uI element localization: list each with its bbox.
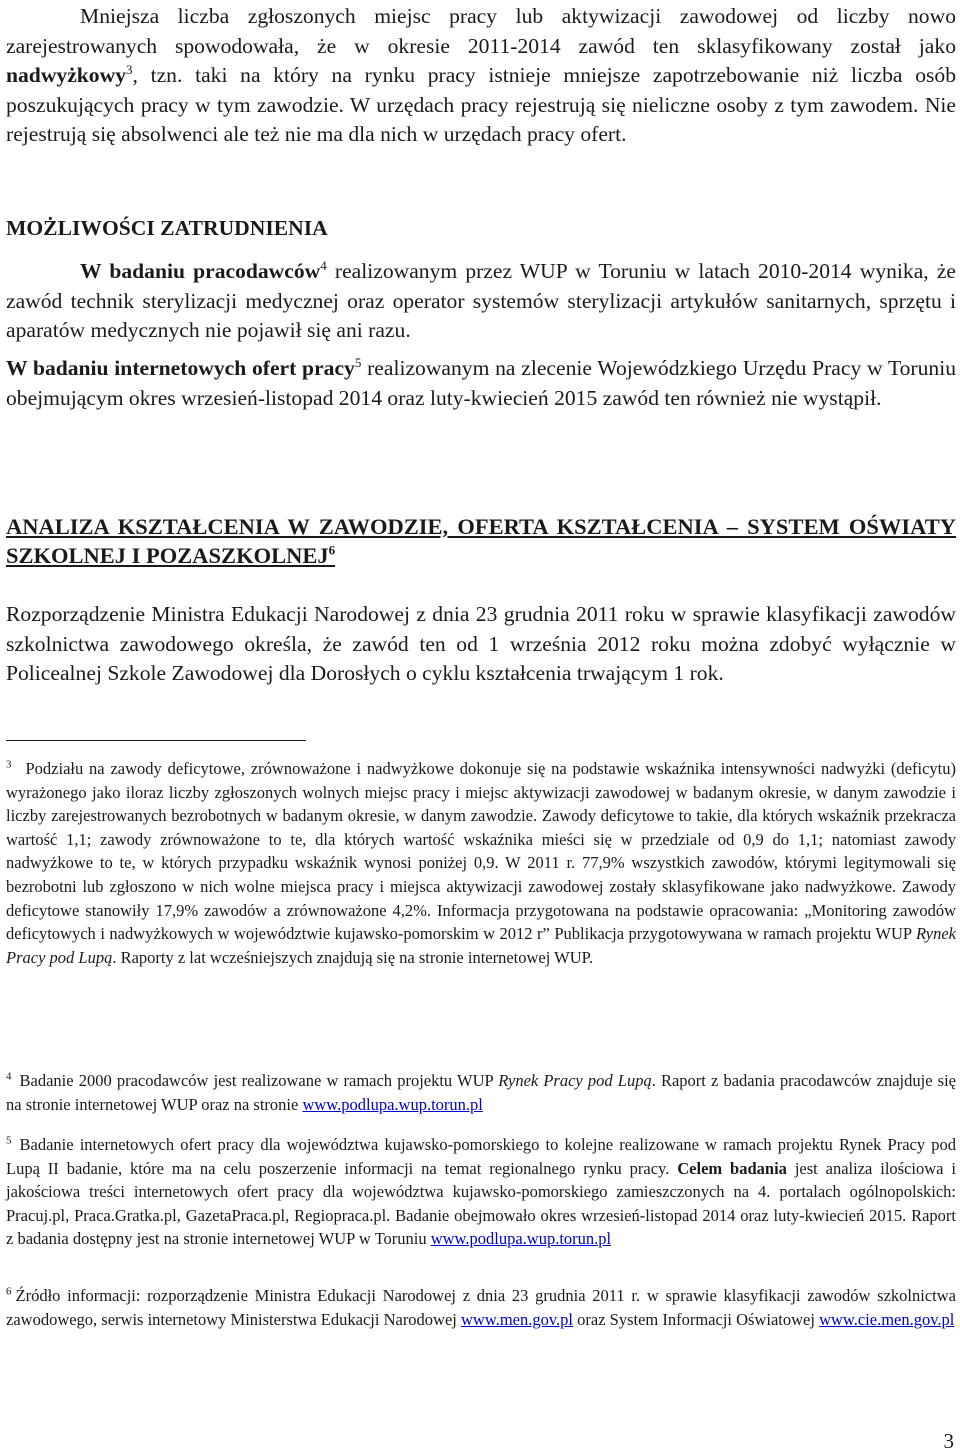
regulation-text: Rozporządzenie Ministra Edukacji Narodowej z dnia 23 grudnia 2011 roku w sprawie klasyfikacji zawodów szkolnictwa zawodowego określa, że zawód ten od 1 września 2012 roku można zdobyć wyłącznie w Policealnej Szkole Zawodowej dla Dorosłych o cyklu kształcenia trwającym 1 rok. xyxy=(6,602,956,686)
education-heading-text: ANALIZA KSZTAŁCENIA W ZAWODZIE, OFERTA KSZTAŁCENIA – SYSTEM OŚWIATY SZKOLNEJ I POZASZKOLNEJ xyxy=(6,514,956,568)
footnote-ref-3[interactable]: 3 xyxy=(126,62,133,77)
regulation-paragraph xyxy=(6,600,956,689)
footnote-5 xyxy=(6,1133,956,1251)
footnote-6-middle: oraz System Informacji Oświatowej xyxy=(577,1309,815,1329)
employer-survey-bold: W badaniu pracodawców xyxy=(80,259,321,283)
footnote-3-marker: 3 xyxy=(6,758,12,771)
footnote-4-italic: Rynek Pracy pod Lupą xyxy=(498,1071,652,1090)
footnote-4-marker: 4 xyxy=(6,1070,12,1083)
intro-paragraph xyxy=(6,2,956,150)
footnote-5-text: Badanie internetowych ofert pracy dla województwa kujawsko-pomorskiego to kolejne realizowane w ramach projektu Rynek Pracy pod Lupą II badanie, które ma na celu poszerzenie informacji na temat regionalnego rynku pracy. xyxy=(6,1135,956,1178)
footnote-ref-6[interactable]: 6 xyxy=(328,542,336,558)
footnote-5-marker: 5 xyxy=(6,1134,12,1147)
footnote-5-bold: Celem badania xyxy=(677,1158,787,1178)
footnote-6-text: Źródło informacji: rozporządzenie Ministra Edukacji Narodowej z dnia 23 grudnia 2011 r. w sprawie klasyfikacji zawodów szkolnictwa zawodowego, serwis internetowy Ministerstwa Edukacji Narodowej xyxy=(6,1286,956,1329)
footnote-ref-4[interactable]: 4 xyxy=(320,257,327,273)
employer-survey-paragraph xyxy=(6,257,956,346)
footnote-4-text-end: . Raport z badania pracodawców znajduje się na stronie internetowej WUP oraz na stronie xyxy=(6,1071,957,1114)
footnote-3 xyxy=(6,757,956,969)
footnote-3-italic: Rynek Pracy pod Lupą xyxy=(6,924,957,967)
men-link[interactable]: www.men.gov.pl xyxy=(461,1309,573,1329)
intro-text-rest: , tzn. taki na który na rynku pracy istnieje mniejsze zapotrzebowanie niż liczba osób poszukujących pracy w tym zawodzie. W urzędach pracy rejestrują się nieliczne osoby z tym zawodem. Nie rejestrują się absolwenci ale też nie ma dla nich w urzędach pracy ofert. xyxy=(6,63,956,147)
online-offers-paragraph xyxy=(6,354,956,413)
online-offers-text: realizowanym na zlecenie Wojewódzkiego Urzędu Pracy w Toruniu obejmującym okres wrzesień-listopad 2014 oraz luty-kwiecień 2015 zawód ten również nie wystąpił. xyxy=(6,356,957,410)
footnote-6 xyxy=(6,1284,956,1331)
section-heading-education xyxy=(6,512,956,570)
footnote-separator xyxy=(6,740,306,741)
page-number: 3 xyxy=(943,1429,954,1453)
podlupa-link-2[interactable]: www.podlupa.wup.torun.pl xyxy=(430,1229,612,1249)
intro-text: Mniejsza liczba zgłoszonych miejsc pracy lub aktywizacji zawodowej od liczby nowo zarejestrowanych spowodowała, że w okresie 2011-2014 zawód ten sklasyfikowany został jako xyxy=(6,4,956,58)
footnote-3-text: Podziału na zawody deficytowe, zrównoważone i nadwyżkowe dokonuje się na podstawie wskaźnika intensywności nadwyżki (deficytu) wyrażonego jako iloraz liczby zgłoszonych wolnych miejsc pracy i miejsc aktywizacji zawodowej w badanym okresie, w danym zawodzie i liczby zarejestrowanych bezrobotnych w badanym okresie, w danym zawodzie. Zawody deficytowe to takie, dla których wskaźnik przekracza wartość 1,1; zawody zrównoważone to te, dla których wartość wskaźnika mieści się w przedziale od 0,9 do 1,1; natomiast zawody nadwyżkowe to te, w których przypadku wskaźnik wynosi poniżej 0,9. W 2011 r. 77,9% wszystkich zawodów, którymi legitymowali się bezrobotni lub zgłoszono w nich wolne miejsca pracy i miejsca aktywizacji zawodowej zostały sklasyfikowane jako nadwyżkowe. Zawody deficytowe stanowiły 17,9% zawodów a zrównoważone 4,2%. Informacja przygotowana na podstawie opracowania: „Monitoring zawodów deficytowych i nadwyżkowych w województwie kujawsko-pomorskim w 2012 r” Publikacja przygotowywana w ramach projektu WUP xyxy=(6,759,956,944)
footnote-5-text-end: jest analiza ilościowa i jakościowa treści internetowych ofert pracy dla województwa kujawsko-pomorskiego zamieszczonych na 4. portalach ogólnopolskich: Pracuj.pl, Praca.Gratka.pl, GazetaPraca.pl, Regiopraca.pl. Badanie obejmowało okres wrzesień-listopad 2014 oraz luty-kwiecień 2015. Raport z badania dostępny jest na stronie internetowej WUP w Toruniu xyxy=(6,1158,956,1249)
intro-bold-term: nadwyżkowy xyxy=(6,63,126,88)
employer-survey-text: realizowanym przez WUP w Toruniu w latach 2010-2014 wynika, że zawód technik sterylizacji medycznej oraz operator systemów sterylizacji artykułów sanitarnych, sprzętu i aparatów medycznych nie pojawił się ani razu. xyxy=(6,259,957,343)
footnote-4-text: Badanie 2000 pracodawców jest realizowane w ramach projektu WUP xyxy=(19,1071,494,1090)
footnote-6-marker: 6 xyxy=(6,1285,12,1298)
footnote-4 xyxy=(6,1069,956,1116)
online-offers-bold: W badaniu internetowych ofert pracy xyxy=(6,356,355,380)
footnote-ref-5[interactable]: 5 xyxy=(354,354,362,370)
cie-link[interactable]: www.cie.men.gov.pl xyxy=(819,1309,955,1329)
footnote-3-text-end: . Raporty z lat wcześniejszych znajdują się na stronie internetowej WUP. xyxy=(112,947,594,967)
section-heading-employment: MOŻLIWOŚCI ZATRUDNIENIA xyxy=(6,216,328,240)
podlupa-link[interactable]: www.podlupa.wup.torun.pl xyxy=(302,1094,483,1114)
